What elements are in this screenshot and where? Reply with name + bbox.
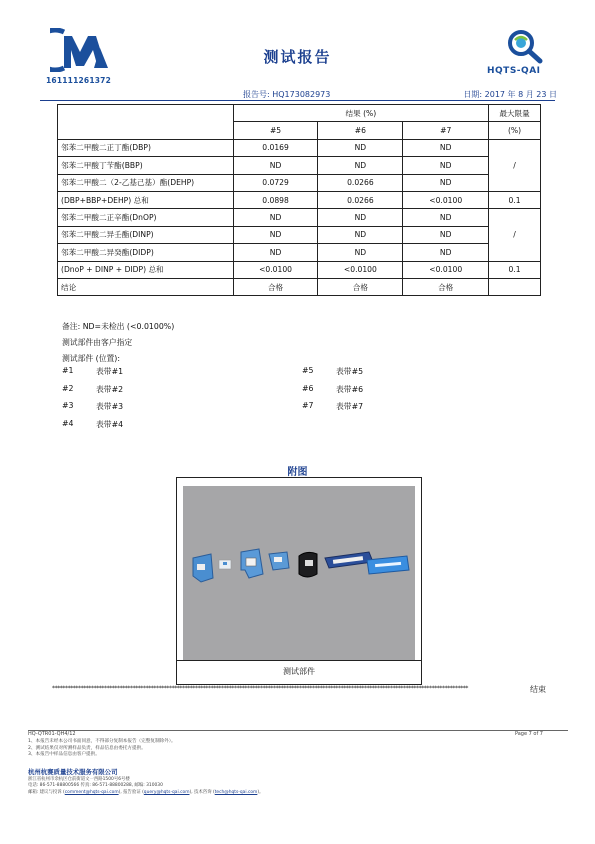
cell-value: ND <box>233 157 318 174</box>
part-name: 表带#3 <box>96 402 124 411</box>
cell-value: ND <box>403 139 489 156</box>
table-row <box>58 261 541 278</box>
max-limit-value: 0.1 <box>489 261 541 278</box>
footer-form-code: HQ-QTR01-QH4/12 <box>28 731 76 737</box>
footer-note: 1、本报告未经本公司书面同意，不得部分复制本报告（完整复制除外）。 <box>28 739 176 744</box>
sample-col-6: #6 <box>318 122 403 139</box>
cell-value: 合格 <box>403 278 489 295</box>
footer-address: 浙江省杭州市余杭区仓前街道文一西路1500号6号楼 <box>28 777 130 782</box>
footer-contact <box>28 777 263 796</box>
part-name: 表带#6 <box>336 384 364 394</box>
row-label: 邻苯二甲酸二异壬酯(DINP) <box>58 226 234 243</box>
parts-heading: 测试部件 (位置): <box>62 354 120 363</box>
part-id: #2 <box>62 383 74 393</box>
sample-col-7: #7 <box>403 122 489 139</box>
cell-value: ND <box>403 244 489 261</box>
cell-value: ND <box>403 174 489 191</box>
end-star-line: **************************************************************************************************************************************************************** <box>52 685 469 692</box>
part-id: #5 <box>302 366 314 375</box>
part-id: #7 <box>302 401 314 410</box>
sample-photo <box>183 486 415 660</box>
contact-prefix: 邮箱: 建议与投诉 ( <box>28 789 65 795</box>
contact-separator: ), 技术咨询 ( <box>189 789 215 795</box>
results-header: 结果 (%) <box>233 105 488 122</box>
part-id: #1 <box>62 366 74 375</box>
part-name: 表带#2 <box>96 384 124 394</box>
part-name: 表带#5 <box>336 367 364 376</box>
cell-value: 0.0266 <box>318 174 403 191</box>
row-label: (DBP+BBP+DEHP) 总和 <box>58 191 234 208</box>
cell-value: ND <box>318 226 403 243</box>
row-label: (DnoP + DINP + DIDP) 总和 <box>58 261 234 278</box>
table-row <box>58 139 541 156</box>
max-limit-value <box>489 278 541 295</box>
cell-value: ND <box>233 226 318 243</box>
cell-value: <0.0100 <box>233 261 318 278</box>
table-row <box>58 157 541 174</box>
table-row <box>58 244 541 261</box>
part-id: #3 <box>62 401 74 410</box>
max-limit-group-1: / <box>489 139 541 191</box>
row-label: 结论 <box>58 278 234 295</box>
cell-value: ND <box>403 226 489 243</box>
photo-caption: 测试部件 <box>177 660 421 680</box>
cell-value: ND <box>233 244 318 261</box>
row-label: 邻苯二甲酸二正丁酯(DBP) <box>58 139 234 156</box>
header-divider <box>40 100 555 101</box>
document-title: 测试报告 <box>263 48 332 66</box>
part-name: 表带#7 <box>336 402 364 411</box>
table-header-row <box>58 105 541 122</box>
footer-company-name: 杭州杭赛质量技术服务有限公司 <box>28 768 118 776</box>
list-item <box>302 384 363 402</box>
footer-phone: 电话: 86-571-88800566 传真: 86-571-88800288, 邮编: 310030 <box>28 783 163 789</box>
max-limit-group-2: / <box>489 209 541 261</box>
specified-text: 测试部件由客户指定 <box>62 338 133 347</box>
max-limit-unit: (%) <box>489 122 541 139</box>
cell-value: 合格 <box>233 278 318 295</box>
table-row-conclusion <box>58 278 541 295</box>
list-item <box>62 384 123 402</box>
cma-cert-number: 161111261372 <box>46 76 112 85</box>
cell-value: 0.0729 <box>233 174 318 191</box>
part-name: 表带#1 <box>96 367 124 376</box>
results-table <box>57 104 541 296</box>
part-id: #6 <box>302 383 314 393</box>
cell-value: ND <box>318 157 403 174</box>
parts-list-right <box>302 366 363 419</box>
table-row <box>58 209 541 226</box>
sample-col-5: #5 <box>233 122 318 139</box>
footer-note: 3、本报告中样品信息由客户提供。 <box>28 752 100 758</box>
cell-value: 0.0898 <box>233 191 318 208</box>
cell-value: 0.0266 <box>318 191 403 208</box>
hqts-magnifier-logo <box>505 28 545 64</box>
cell-value: <0.0100 <box>403 261 489 278</box>
parts-list-left <box>62 366 123 436</box>
cell-value: 合格 <box>318 278 403 295</box>
cell-value: <0.0100 <box>403 191 489 208</box>
table-row <box>58 191 541 208</box>
row-label: 邻苯二甲酸二（2-乙基己基）酯(DEHP) <box>58 174 234 191</box>
report-date: 日期: 2017 年 8 月 23 日 <box>463 90 557 99</box>
part-name: 表带#4 <box>96 419 124 429</box>
photo-frame <box>176 477 422 685</box>
notes-block <box>62 319 174 367</box>
remark-text: 备注: ND=未检出 (<0.0100%) <box>62 322 175 331</box>
list-item <box>302 366 363 384</box>
list-item <box>302 401 363 419</box>
footer-divider <box>28 730 568 731</box>
footer-note: 2、测试结果仅对所测样品负责，样品信息由委托方提供。 <box>28 745 146 751</box>
complaint-email-link[interactable]: comment@hqts-qai.com <box>64 789 119 795</box>
part-id: #4 <box>62 418 74 428</box>
footer-notes <box>28 739 176 759</box>
end-label: 结束 <box>530 685 546 694</box>
footer-page-number: Page 7 of 7 <box>514 731 543 737</box>
cell-value: 0.0169 <box>233 139 318 156</box>
cell-value: ND <box>233 209 318 226</box>
cell-value: ND <box>403 209 489 226</box>
cell-value: ND <box>318 139 403 156</box>
table-row <box>58 226 541 243</box>
row-label: 邻苯二甲酸二正辛酯(DnOP) <box>58 209 234 226</box>
list-item <box>62 366 123 384</box>
report-number: 报告号: HQ173082973 <box>243 90 331 99</box>
contact-separator: ), 报告验证 ( <box>118 789 144 795</box>
cell-value: ND <box>403 157 489 174</box>
hqts-brand-name: HQTS-QAI <box>487 66 541 76</box>
list-item <box>62 401 123 419</box>
contact-suffix: )。 <box>257 789 264 795</box>
appendix-title: 附图 <box>287 467 308 478</box>
watch-straps-illustration <box>183 486 415 660</box>
cell-value: <0.0100 <box>318 261 403 278</box>
list-item <box>62 419 123 437</box>
max-limit-value: 0.1 <box>489 191 541 208</box>
row-label: 邻苯二甲酸二异癸酯(DIDP) <box>58 244 234 261</box>
tech-email-link[interactable]: tech@hqts-qai.com <box>214 789 258 795</box>
table-header-blank <box>58 105 234 140</box>
query-email-link[interactable]: query@hqts-qai.com <box>143 789 190 795</box>
max-limit-header: 最大限量 <box>489 105 541 122</box>
cell-value: ND <box>318 244 403 261</box>
footer-emails <box>28 790 263 796</box>
cell-value: ND <box>318 209 403 226</box>
row-label: 邻苯二甲酸丁苄酯(BBP) <box>58 157 234 174</box>
table-row <box>58 174 541 191</box>
